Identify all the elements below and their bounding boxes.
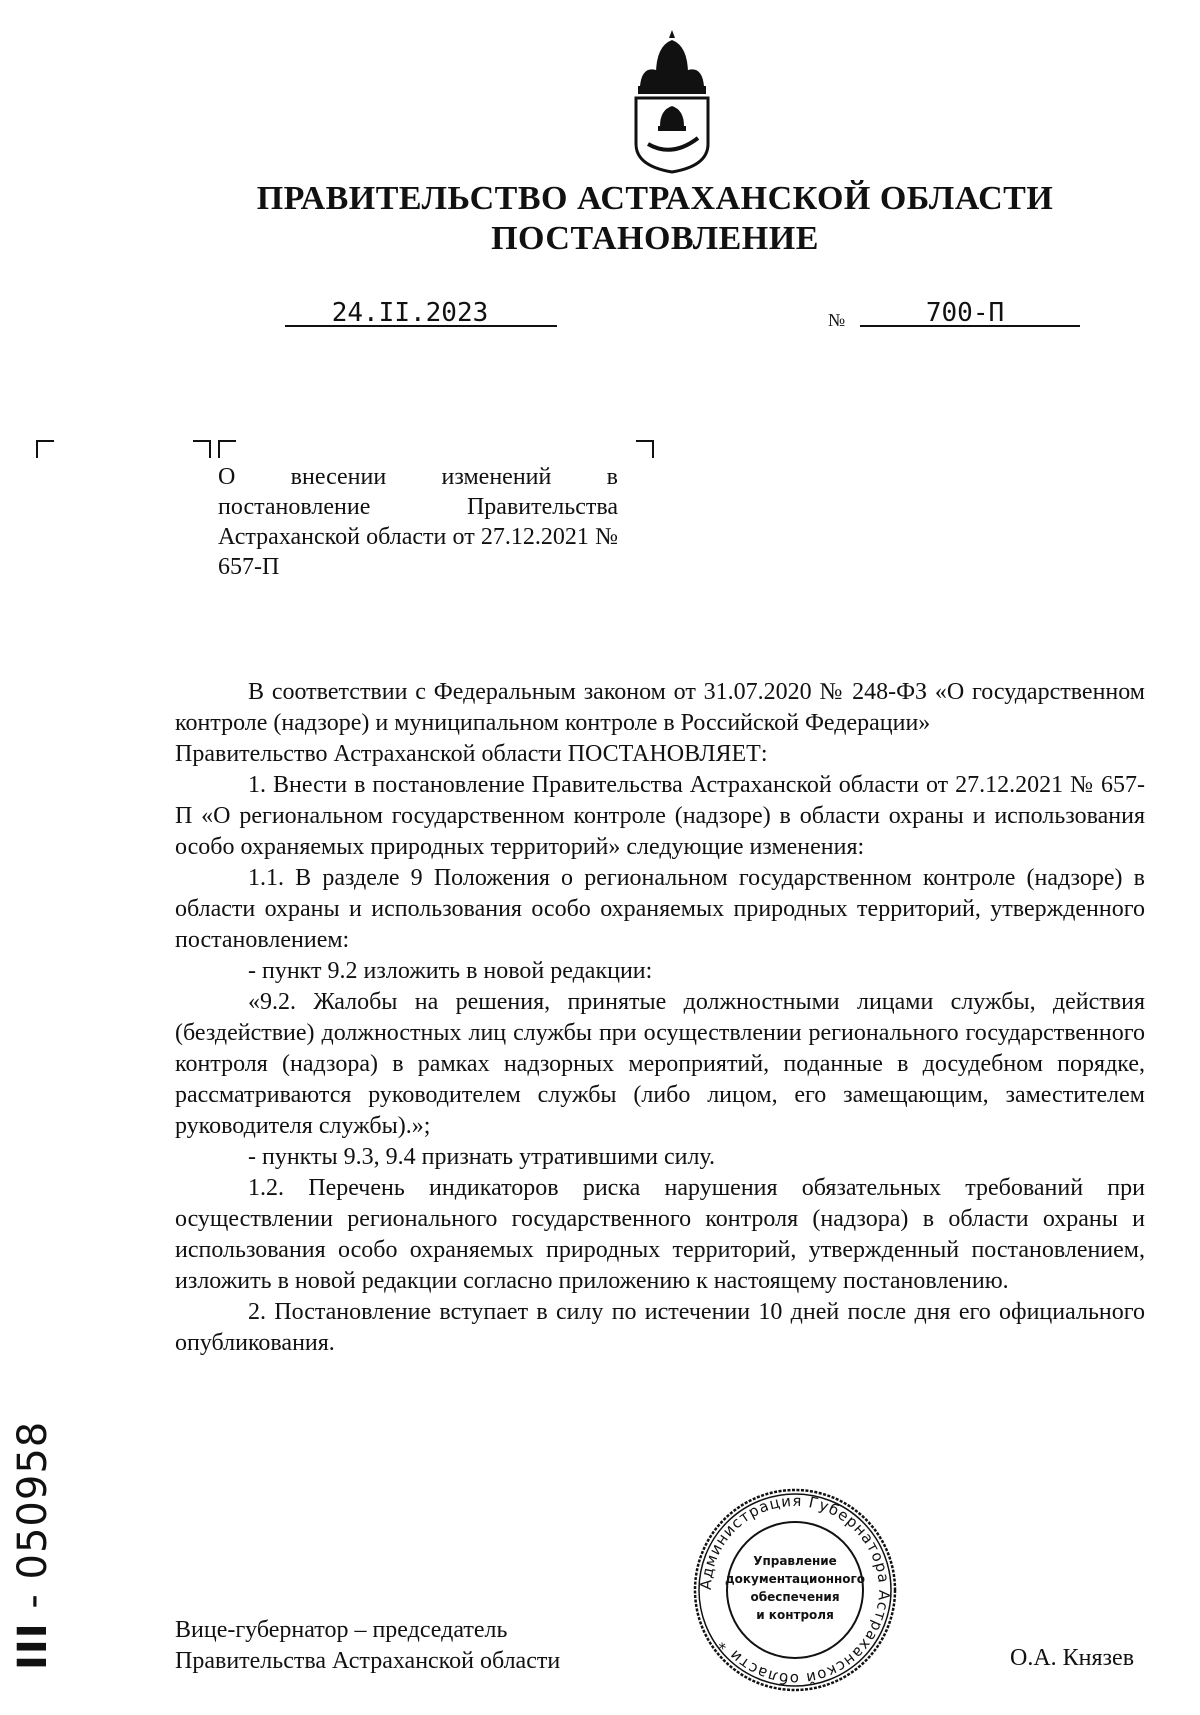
body-paragraph: 1. Внести в постановление Правительства Астраханской области от 27.12.2021 № 657-П «О региональном государственном контроле (надзоре) в области охраны и использования особо охраняемых природных территорий» следующие изменения: bbox=[175, 772, 1145, 860]
serial-number: - 050958 bbox=[10, 1420, 56, 1609]
stamp-center-line: и контроля bbox=[756, 1608, 834, 1622]
number-underline bbox=[860, 325, 1080, 327]
body-paragraph: 2. Постановление вступает в силу по истечении 10 дней после дня его официального опубликования. bbox=[175, 1299, 1145, 1356]
stamp-ring-text: Администрация Губернатора Астраханской области * bbox=[696, 1491, 894, 1689]
body-paragraph: 1.1. В разделе 9 Положения о региональном государственном контроле (надзоре) в области охраны и использования особо охраняемых природных территорий, утвержденного постановлением: bbox=[175, 865, 1145, 953]
body-paragraph: 1.2. Перечень индикаторов риска нарушения обязательных требований при осуществлении регионального государственного контроля (надзора) в области охраны и использования особо охраняемых природных территорий, утвержденный постановлением, изложить в новой редакции согласно приложению к настоящему постановлению. bbox=[175, 1175, 1145, 1294]
signatory-name: О.А. Князев bbox=[1010, 1645, 1135, 1671]
body-paragraph: - пункты 9.3, 9.4 признать утратившими силу. bbox=[248, 1144, 716, 1170]
stamp-center-line: документационного bbox=[724, 1572, 866, 1586]
government-title: ПРАВИТЕЛЬСТВО АСТРАХАНСКОЙ ОБЛАСТИ bbox=[256, 180, 1054, 217]
body-paragraph: - пункт 9.2 изложить в новой редакции: bbox=[248, 958, 653, 984]
corner-mark-left bbox=[36, 440, 54, 458]
document-number: 700-П bbox=[925, 298, 1005, 328]
official-stamp bbox=[690, 1485, 900, 1695]
number-sign: № bbox=[828, 310, 846, 330]
corner-mark-subject-left-b bbox=[218, 440, 236, 458]
date-underline bbox=[285, 325, 557, 327]
body-paragraph: Правительство Астраханской области ПОСТАНОВЛЯЕТ: bbox=[175, 741, 768, 767]
signatory-role bbox=[175, 1615, 560, 1677]
document-date: 24.II.2023 bbox=[331, 298, 489, 328]
document-subject: О внесении изменений в постановление Правительства Астраханской области от 27.12.2021 № 657-П bbox=[218, 464, 618, 580]
corner-mark-subject-left-a bbox=[193, 440, 211, 458]
document-kind-title: ПОСТАНОВЛЕНИЕ bbox=[491, 220, 819, 257]
side-serial-number bbox=[10, 1320, 60, 1670]
body-paragraph: «9.2. Жалобы на решения, принятые должностными лицами службы, действия (бездействие) должностных лиц службы при осуществлении регионального государственного контроля (надзора) в рамках надзорных мероприятий, поданные в досудебном порядке, рассматриваются руководителем службы (либо лицом, его замещающим, заместителем руководителя службы).»; bbox=[175, 989, 1145, 1139]
serial-prefix: III bbox=[10, 1622, 56, 1670]
signatory-role-line: Вице-губернатор – председатель bbox=[175, 1617, 508, 1643]
body-paragraph: В соответствии с Федеральным законом от 31.07.2020 № 248-ФЗ «О государственном контроле (надзоре) и муниципальном контроле в Российской Федерации» bbox=[175, 679, 1145, 736]
coat-of-arms-icon bbox=[626, 26, 718, 176]
signatory-role-line: Правительства Астраханской области bbox=[175, 1648, 561, 1674]
corner-mark-subject-right bbox=[636, 440, 654, 458]
document-body bbox=[175, 677, 1145, 1359]
stamp-center-line: Управление bbox=[753, 1554, 837, 1568]
stamp-center-line: обеспечения bbox=[750, 1590, 840, 1604]
